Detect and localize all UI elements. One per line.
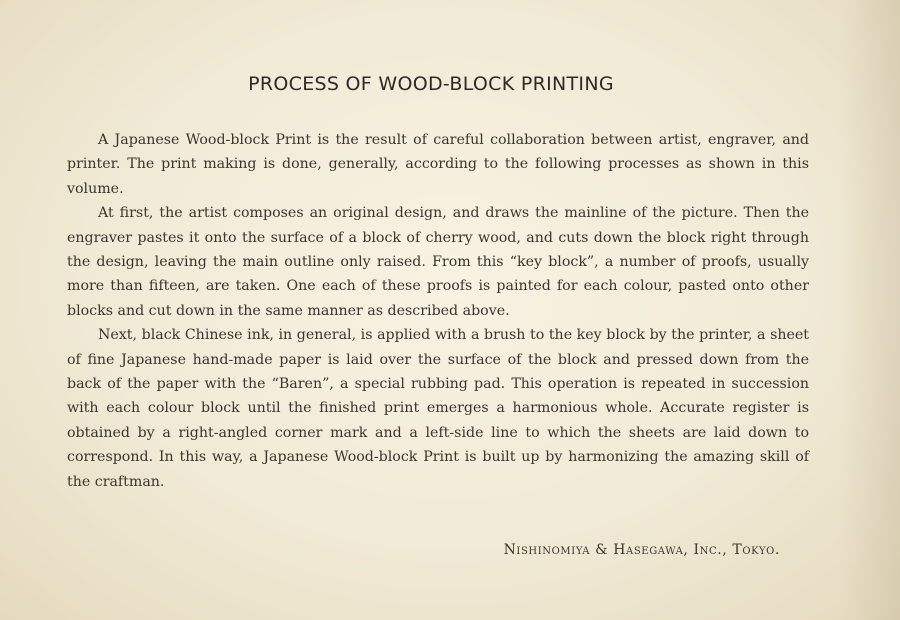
publisher-signature: Nishinomiya & Hasegawa, Inc., Tokyo.: [503, 542, 780, 558]
paragraph-2: At first, the artist composes an original design, and draws the mainline of the picture. Then the engraver pastes it onto the surface of a block of cherry wood, and cuts down the block right through the design, leaving the main outline only raised. From this “key block”, a number of proofs, usually more than fifteen, are taken. One each of these proofs is painted for each colour, pasted onto other blocks and cut down in the same manner as described above.: [67, 205, 809, 319]
page-title: PROCESS OF WOOD-BLOCK PRINTING: [248, 73, 614, 95]
body-text: [67, 128, 809, 494]
paragraph-1: A Japanese Wood-block Print is the result of careful collaboration between artist, engraver, and printer. The print making is done, generally, according to the following processes as shown in this volume.: [67, 132, 809, 197]
paragraph-3: Next, black Chinese ink, in general, is applied with a brush to the key block by the printer, a sheet of fine Japanese hand-made paper is laid over the surface of the block and pressed down from the back of the paper with the “Baren”, a special rubbing pad. This operation is repeated in succession with each colour block until the finished print emerges a harmonious whole. Accurate register is obtained by a right-angled corner mark and a left-side line to which the sheets are laid down to correspond. In this way, a Japanese Wood-block Print is built up by harmonizing the amazing skill of the craftman.: [67, 327, 809, 490]
